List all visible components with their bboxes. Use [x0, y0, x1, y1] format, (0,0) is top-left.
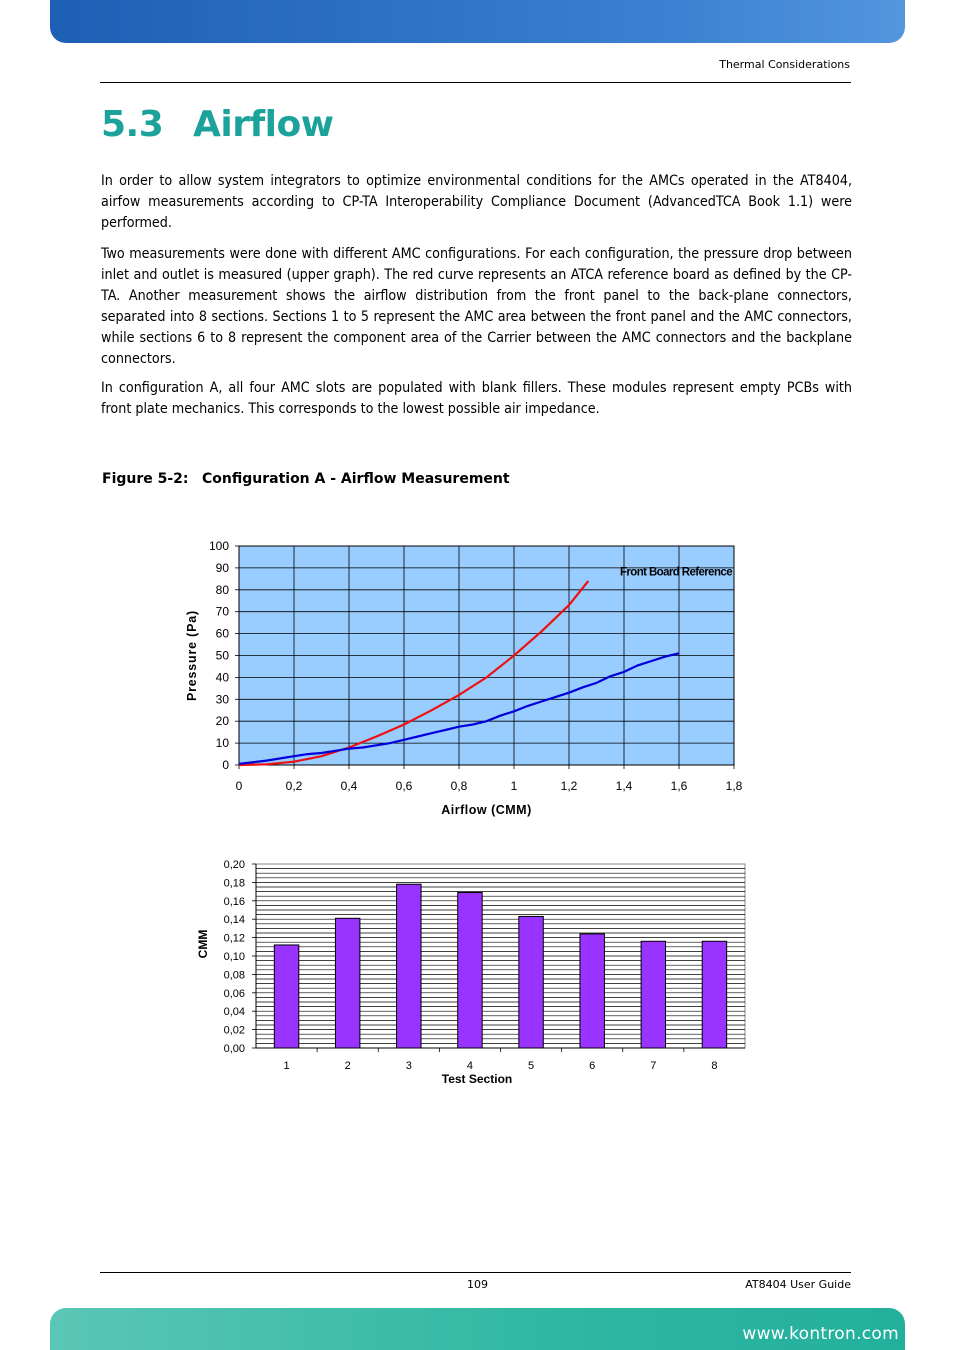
figure-label: Figure 5-2: — [102, 471, 189, 487]
bar-section-1 — [274, 945, 298, 1048]
x-tick-label: 0,2 — [285, 779, 303, 793]
section-number: 5.3 — [101, 104, 164, 145]
guide-title: AT8404 User Guide — [745, 1278, 851, 1291]
x-tick-label: 0,4 — [340, 779, 358, 793]
x-axis-title: Airflow (CMM) — [441, 803, 532, 817]
x-tick-label: 5 — [528, 1060, 535, 1072]
series-annotation: Front Board Reference — [619, 566, 732, 579]
x-tick-label: 0,8 — [450, 779, 468, 793]
y-tick-label: 0,10 — [223, 951, 245, 963]
bar-section-5 — [519, 916, 543, 1048]
x-tick-label: 0,6 — [395, 779, 413, 793]
y-axis-title: CMM — [196, 929, 210, 959]
airflow-bar-chart — [180, 850, 760, 1100]
y-tick-label: 0,02 — [223, 1024, 245, 1037]
figure-caption — [102, 471, 510, 487]
y-tick-label: 50 — [215, 648, 229, 663]
y-tick-label: 10 — [215, 736, 229, 751]
y-tick-label: 90 — [215, 560, 229, 575]
paragraph-3: In configuration A, all four AMC slots are populated with blank fillers. These modules represent empty PCBs with front plate mechanics. This corresponds to the lowest possible air impedance. — [101, 380, 852, 417]
header-band — [50, 0, 905, 43]
section-title: Airflow — [193, 104, 334, 145]
footer-rule — [100, 1272, 851, 1273]
y-axis-title: Pressure (Pa) — [185, 610, 199, 701]
y-tick-label: 60 — [215, 626, 229, 641]
section-header: Thermal Considerations — [719, 58, 850, 71]
x-tick-label: 0 — [235, 779, 243, 793]
paragraph-2: Two measurements were done with different AMC configurations. For each configuration, the pressure drop between inlet and outlet is measured (upper graph). The red curve represents an ATCA reference board as defined by the CP-TA. Another measurement shows the airflow distribution from the front panel to the back-plane connectors, separated into 8 sections. Sections 1 to 5 represent the AMC area between the front panel and the AMC connectors, while sections 6 to 8 represent the component area of the Carrier between the AMC connectors and the backplane connectors. — [101, 246, 852, 367]
x-tick-label: 1,6 — [670, 779, 688, 793]
y-tick-label: 0,16 — [223, 895, 245, 908]
y-tick-label: 40 — [215, 670, 229, 685]
x-axis-title: Test Section — [441, 1072, 513, 1086]
x-tick-label: 8 — [711, 1060, 718, 1072]
page-number: 109 — [467, 1278, 488, 1291]
y-tick-label: 30 — [215, 692, 229, 707]
x-tick-label: 4 — [466, 1060, 473, 1072]
bar-section-6 — [580, 934, 604, 1048]
y-tick-label: 0,08 — [223, 969, 245, 982]
header-rule — [100, 82, 851, 83]
y-tick-label: 0,14 — [223, 914, 245, 927]
x-tick-label: 1 — [283, 1060, 290, 1072]
y-tick-label: 0 — [222, 758, 229, 772]
pressure-line-chart — [170, 530, 780, 830]
paragraph-1: In order to allow system integrators to optimize environmental conditions for the AMCs operated in the AT8404, airfow measurements according to CP-TA Interoperability Compliance Document (AdvancedTCA Book 1.1) were performed. — [101, 173, 852, 231]
y-tick-label: 70 — [215, 604, 229, 619]
bar-section-2 — [335, 918, 359, 1048]
x-tick-label: 7 — [650, 1060, 657, 1072]
bar-section-3 — [397, 884, 421, 1048]
x-tick-label: 6 — [589, 1060, 596, 1072]
bar-section-8 — [702, 941, 726, 1048]
y-tick-label: 0,18 — [223, 877, 245, 890]
bar-section-4 — [458, 893, 482, 1048]
y-tick-label: 20 — [215, 714, 229, 729]
y-tick-label: 100 — [208, 539, 229, 553]
y-tick-label: 0,12 — [223, 932, 245, 945]
y-tick-label: 0,04 — [223, 1006, 245, 1019]
footer-url[interactable]: www.kontron.com — [742, 1324, 899, 1344]
x-tick-label: 1 — [510, 779, 518, 793]
y-tick-label: 0,20 — [223, 859, 245, 871]
x-tick-label: 1,4 — [615, 779, 633, 793]
y-tick-label: 0,06 — [223, 987, 245, 1000]
x-tick-label: 1,8 — [725, 779, 743, 793]
x-tick-label: 1,2 — [560, 779, 578, 793]
x-tick-label: 2 — [344, 1060, 351, 1072]
x-tick-label: 3 — [405, 1060, 412, 1072]
y-tick-label: 80 — [215, 582, 229, 597]
bar-section-7 — [641, 941, 665, 1048]
y-tick-label: 0,00 — [223, 1043, 245, 1055]
page-title — [101, 104, 333, 145]
figure-title: Configuration A - Airflow Measurement — [202, 471, 510, 487]
